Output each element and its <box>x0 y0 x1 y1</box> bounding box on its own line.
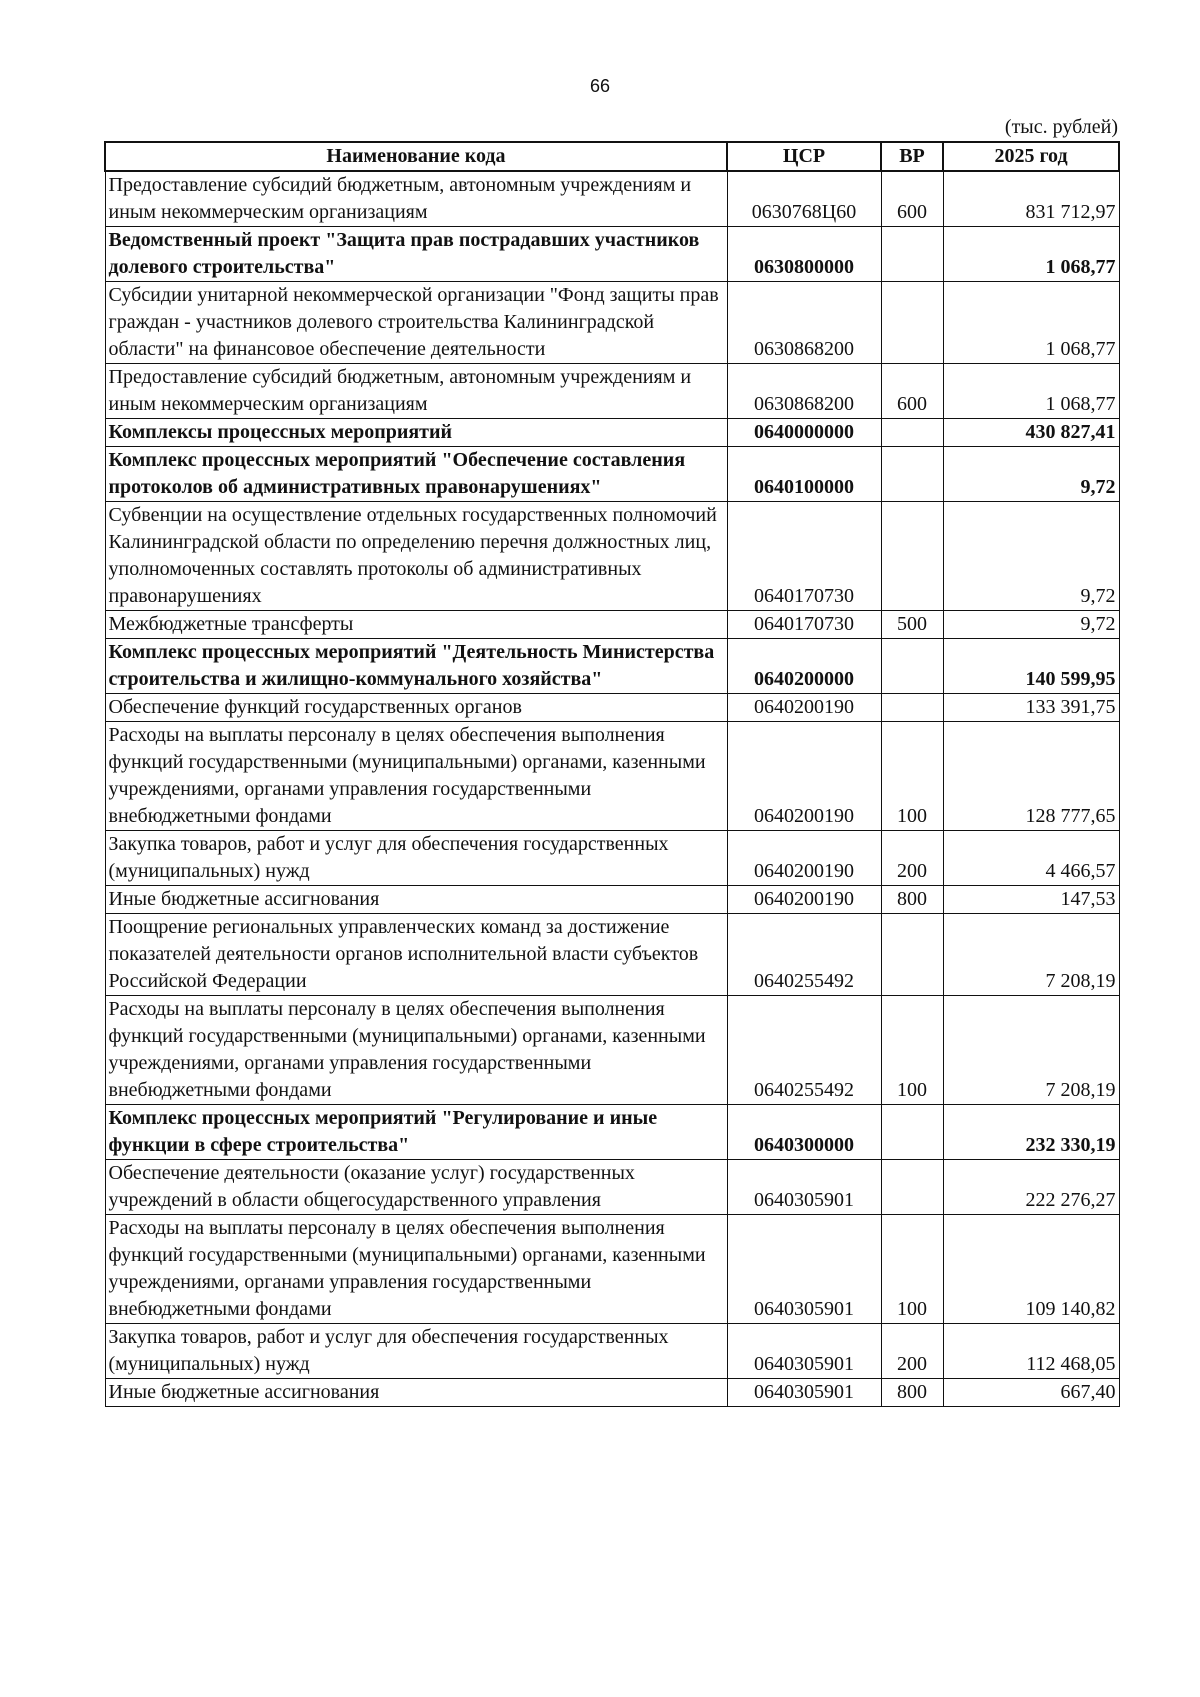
cell-amount: 9,72 <box>943 611 1119 639</box>
cell-name: Поощрение региональных управленческих команд за достижение показателей деятельности органов исполнительной власти субъектов Российской Федерации <box>105 914 727 996</box>
cell-csr: 0640170730 <box>727 502 881 611</box>
cell-amount: 430 827,41 <box>943 419 1119 447</box>
table-row <box>105 694 1119 722</box>
cell-amount: 109 140,82 <box>943 1215 1119 1324</box>
cell-csr: 0640305901 <box>727 1160 881 1215</box>
budget-table <box>104 141 1120 1407</box>
cell-csr: 0640200190 <box>727 694 881 722</box>
cell-vr: 600 <box>881 364 943 419</box>
cell-vr: 200 <box>881 1324 943 1379</box>
header-name: Наименование кода <box>105 142 727 171</box>
cell-csr: 0640255492 <box>727 996 881 1105</box>
table-row <box>105 914 1119 996</box>
cell-vr <box>881 639 943 694</box>
table-row <box>105 722 1119 831</box>
table-row <box>105 1379 1119 1407</box>
cell-name: Межбюджетные трансферты <box>105 611 727 639</box>
cell-vr: 800 <box>881 1379 943 1407</box>
table-row <box>105 1324 1119 1379</box>
table-header-row <box>105 142 1119 171</box>
header-vr: ВР <box>881 142 943 171</box>
cell-name: Расходы на выплаты персоналу в целях обеспечения выполнения функций государственными (муниципальными) органами, казенными учреждениями, органами управления государственными внебюджетными фондами <box>105 996 727 1105</box>
cell-amount: 147,53 <box>943 886 1119 914</box>
cell-name: Субвенции на осуществление отдельных государственных полномочий Калининградской области по определению перечня должностных лиц, уполномоченных составлять протоколы об административных правонарушениях <box>105 502 727 611</box>
cell-name: Закупка товаров, работ и услуг для обеспечения государственных (муниципальных) нужд <box>105 831 727 886</box>
table-row <box>105 996 1119 1105</box>
cell-csr: 0640200190 <box>727 722 881 831</box>
cell-name: Комплекс процессных мероприятий "Деятельность Министерства строительства и жилищно-коммунального хозяйства" <box>105 639 727 694</box>
cell-vr: 200 <box>881 831 943 886</box>
cell-name: Обеспечение функций государственных органов <box>105 694 727 722</box>
cell-csr: 0640305901 <box>727 1215 881 1324</box>
cell-csr: 0640255492 <box>727 914 881 996</box>
cell-vr <box>881 914 943 996</box>
cell-amount: 1 068,77 <box>943 364 1119 419</box>
cell-amount: 7 208,19 <box>943 914 1119 996</box>
cell-amount: 1 068,77 <box>943 227 1119 282</box>
table-row <box>105 831 1119 886</box>
cell-csr: 0640000000 <box>727 419 881 447</box>
cell-amount: 128 777,65 <box>943 722 1119 831</box>
table-row <box>105 639 1119 694</box>
cell-amount: 140 599,95 <box>943 639 1119 694</box>
cell-csr: 0640300000 <box>727 1105 881 1160</box>
cell-name: Обеспечение деятельности (оказание услуг) государственных учреждений в области общегосударственного управления <box>105 1160 727 1215</box>
cell-csr: 0640200190 <box>727 831 881 886</box>
table-row <box>105 1105 1119 1160</box>
units-label: (тыс. рублей) <box>1004 116 1118 138</box>
cell-csr: 0640200190 <box>727 886 881 914</box>
table-row <box>105 447 1119 502</box>
cell-name: Предоставление субсидий бюджетным, автономным учреждениям и иным некоммерческим организациям <box>105 171 727 227</box>
table-row <box>105 886 1119 914</box>
cell-vr <box>881 502 943 611</box>
table-row <box>105 502 1119 611</box>
table-row <box>105 1215 1119 1324</box>
cell-csr: 0630800000 <box>727 227 881 282</box>
cell-csr: 0640200000 <box>727 639 881 694</box>
cell-vr: 800 <box>881 886 943 914</box>
cell-name: Комплекс процессных мероприятий "Обеспечение составления протоколов об административных правонарушениях" <box>105 447 727 502</box>
table-row <box>105 282 1119 364</box>
cell-vr: 100 <box>881 722 943 831</box>
cell-amount: 667,40 <box>943 1379 1119 1407</box>
cell-amount: 232 330,19 <box>943 1105 1119 1160</box>
cell-csr: 0640100000 <box>727 447 881 502</box>
cell-vr <box>881 447 943 502</box>
cell-vr <box>881 419 943 447</box>
cell-csr: 0630868200 <box>727 364 881 419</box>
cell-amount: 112 468,05 <box>943 1324 1119 1379</box>
table-row <box>105 1160 1119 1215</box>
cell-name: Ведомственный проект "Защита прав пострадавших участников долевого строительства" <box>105 227 727 282</box>
table-row <box>105 227 1119 282</box>
table-body <box>105 171 1119 1407</box>
page-number: 66 <box>589 76 611 96</box>
cell-csr: 0630868200 <box>727 282 881 364</box>
cell-vr: 600 <box>881 171 943 227</box>
cell-name: Комплекс процессных мероприятий "Регулирование и иные функции в сфере строительства" <box>105 1105 727 1160</box>
table-row <box>105 419 1119 447</box>
cell-name: Иные бюджетные ассигнования <box>105 1379 727 1407</box>
cell-name: Комплексы процессных мероприятий <box>105 419 727 447</box>
cell-vr <box>881 1160 943 1215</box>
cell-vr: 100 <box>881 1215 943 1324</box>
cell-name: Расходы на выплаты персоналу в целях обеспечения выполнения функций государственными (муниципальными) органами, казенными учреждениями, органами управления государственными внебюджетными фондами <box>105 1215 727 1324</box>
cell-vr <box>881 227 943 282</box>
cell-vr <box>881 694 943 722</box>
header-csr: ЦСР <box>727 142 881 171</box>
cell-vr: 100 <box>881 996 943 1105</box>
cell-amount: 133 391,75 <box>943 694 1119 722</box>
cell-name: Предоставление субсидий бюджетным, автономным учреждениям и иным некоммерческим организациям <box>105 364 727 419</box>
cell-amount: 831 712,97 <box>943 171 1119 227</box>
cell-csr: 0640170730 <box>727 611 881 639</box>
cell-amount: 9,72 <box>943 447 1119 502</box>
cell-name: Закупка товаров, работ и услуг для обеспечения государственных (муниципальных) нужд <box>105 1324 727 1379</box>
header-amount: 2025 год <box>943 142 1119 171</box>
cell-name: Иные бюджетные ассигнования <box>105 886 727 914</box>
table-row <box>105 171 1119 227</box>
cell-amount: 222 276,27 <box>943 1160 1119 1215</box>
cell-amount: 4 466,57 <box>943 831 1119 886</box>
cell-amount: 9,72 <box>943 502 1119 611</box>
cell-vr: 500 <box>881 611 943 639</box>
cell-csr: 0630768Ц60 <box>727 171 881 227</box>
cell-name: Расходы на выплаты персоналу в целях обеспечения выполнения функций государственными (муниципальными) органами, казенными учреждениями, органами управления государственными внебюджетными фондами <box>105 722 727 831</box>
cell-csr: 0640305901 <box>727 1324 881 1379</box>
cell-amount: 7 208,19 <box>943 996 1119 1105</box>
table-row <box>105 611 1119 639</box>
cell-vr <box>881 282 943 364</box>
cell-amount: 1 068,77 <box>943 282 1119 364</box>
cell-vr <box>881 1105 943 1160</box>
cell-name: Субсидии унитарной некоммерческой организации "Фонд защиты прав граждан - участников долевого строительства Калининградской области" на финансовое обеспечение деятельности <box>105 282 727 364</box>
table-row <box>105 364 1119 419</box>
cell-csr: 0640305901 <box>727 1379 881 1407</box>
